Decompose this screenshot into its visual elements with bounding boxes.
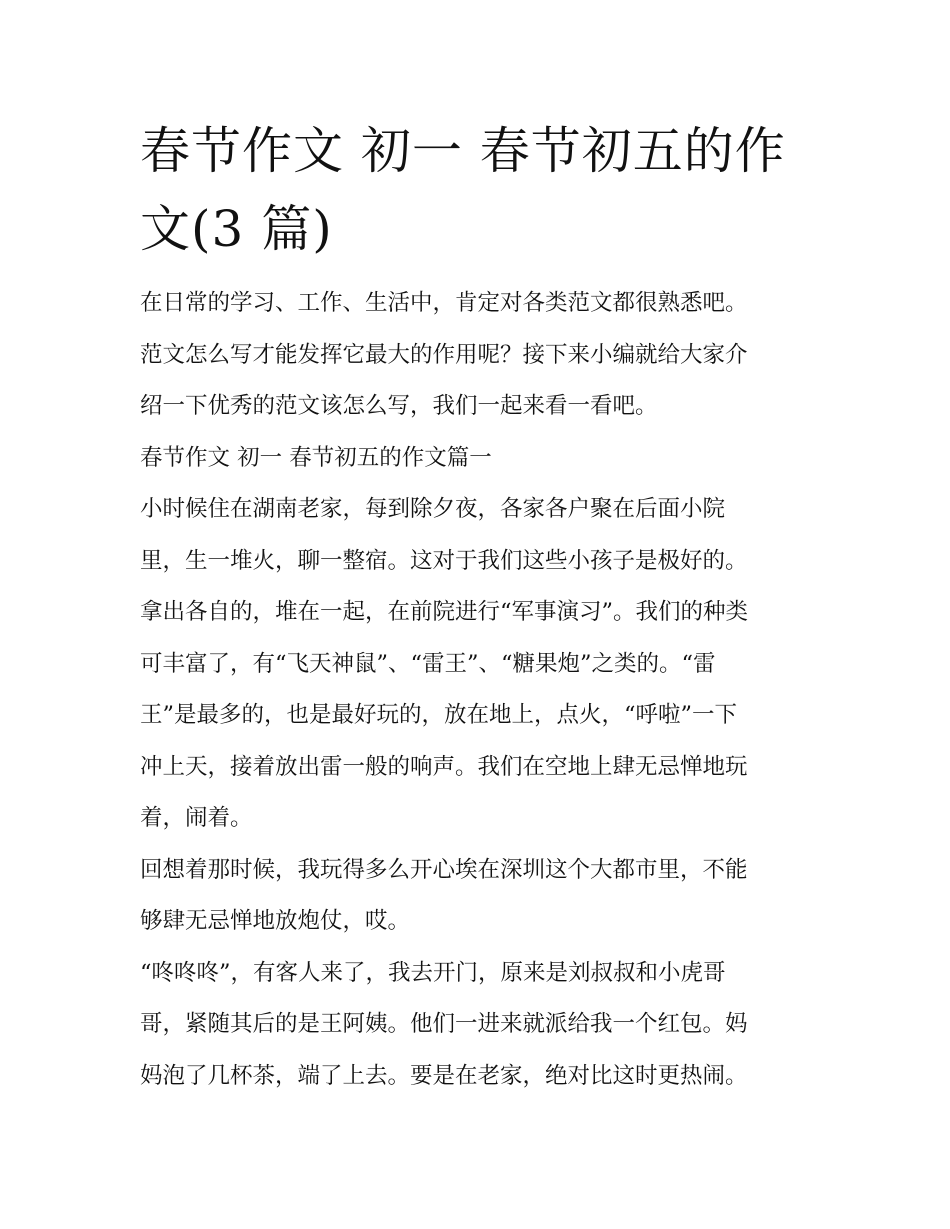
- title-line-1: 春节作文 初一 春节初五的作: [140, 122, 786, 180]
- body-line: 王”是最多的，也是最好玩的，放在地上，点火，“呼啦”一下: [140, 702, 738, 728]
- body-line: 在日常的学习、工作、生活中，肯定对各类范文都很熟悉吧。: [140, 290, 748, 316]
- body-line: 可丰富了，有“飞天神鼠”、“雷王”、“糖果炮”之类的。“雷: [140, 650, 716, 677]
- body-line: 小时候住在湖南老家，每到除夕夜，各家各户聚在后面小院: [140, 496, 726, 522]
- body-line: 回想着那时候，我玩得多么开心埃在深圳这个大都市里，不能: [140, 856, 748, 883]
- body-line: 妈泡了几杯茶，端了上去。要是在老家，绝对比这时更热闹。: [140, 1062, 748, 1089]
- body-line: 拿出各自的，堆在一起，在前院进行“军事演习”。我们的种类: [140, 599, 749, 625]
- section-heading: 春节作文 初一 春节初五的作文篇一: [140, 444, 492, 471]
- body-line: 冲上天，接着放出雷一般的响声。我们在空地上肆无忌惮地玩: [140, 753, 748, 780]
- document-title: [140, 112, 820, 268]
- document-body: [140, 278, 820, 1102]
- body-line: 够肆无忌惮地放炮仗，哎。: [140, 908, 411, 934]
- body-line: 哥，紧随其后的是王阿姨。他们一进来就派给我一个红包。妈: [140, 1011, 748, 1037]
- body-line: “咚咚咚”，有客人来了，我去开门，原来是刘叔叔和小虎哥: [140, 959, 726, 986]
- body-line: 里，生一堆火，聊一整宿。这对于我们这些小孩子是极好的。: [140, 547, 748, 574]
- body-line: 范文怎么写才能发挥它最大的作用呢？接下来小编就给大家介: [140, 341, 748, 368]
- title-line-2: 文(3 篇): [140, 200, 333, 258]
- body-line: 着，闹着。: [140, 805, 253, 831]
- body-line: 绍一下优秀的范文该怎么写，我们一起来看一看吧。: [140, 393, 658, 419]
